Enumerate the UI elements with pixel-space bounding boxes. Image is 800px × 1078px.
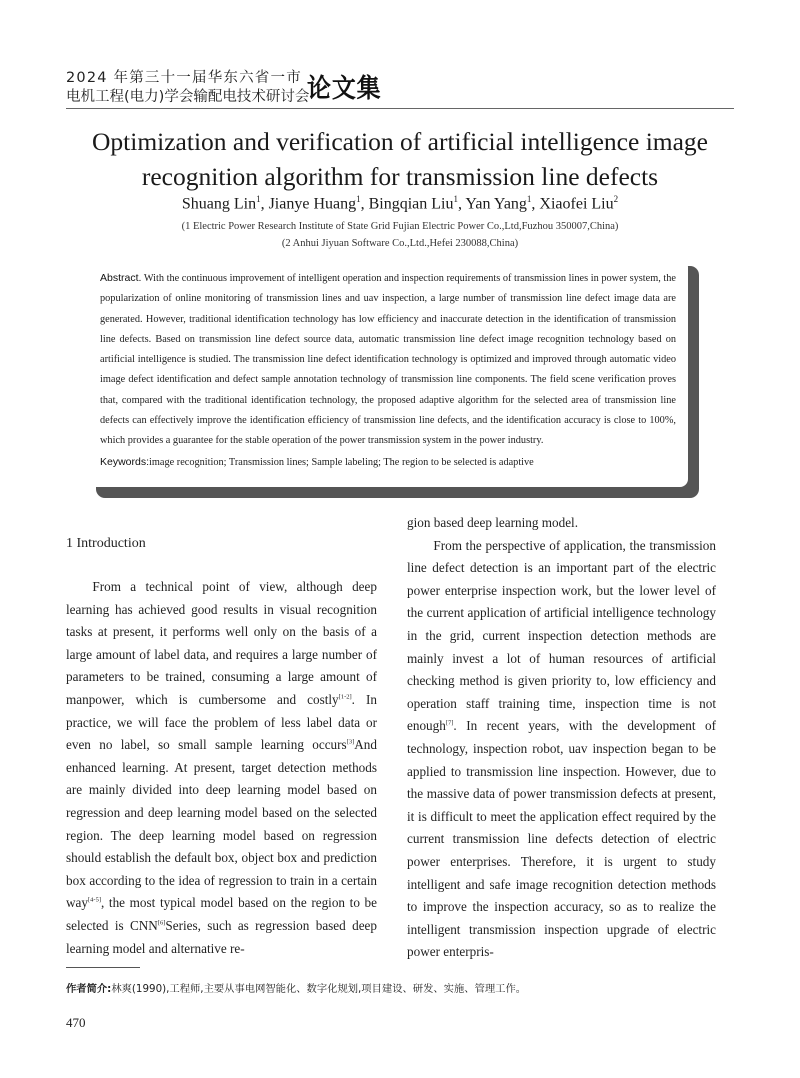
affiliation-2: (2 Anhui Jiyuan Software Co.,Ltd.,Hefei 230088,China) <box>281 238 519 249</box>
abstract-box <box>88 259 688 487</box>
abstract-label: Abstract. <box>100 272 142 284</box>
header-divider <box>66 108 734 109</box>
paragraph-text: , the most typical model based on the region to be selected is CNN <box>66 895 377 933</box>
running-header <box>66 66 734 108</box>
keywords-text: image recognition; Transmission lines; Sample labeling; The region to be selected is adaptive <box>149 456 534 468</box>
body-paragraph-continuation: gion based deep learning model. <box>407 515 579 530</box>
citation-marker: [3] <box>346 738 355 746</box>
paragraph-text: . In recent years, with the development of technology, inspection robot, uav inspection began to be applied to transmission line inspection. However, due to the massive data of power transmission defects at present, it is difficult to meet the application effect required by the current transmission line defects detection of electric power enterprises. Therefore, it is urgent to study intelligent and safe image recognition detection methods to improve the inspection accuracy, so as to realize the intelligent transmission inspection upgrade of electric power enterpris- <box>407 718 716 960</box>
footnote-text: 林爽(1990),工程师,主要从事电网智能化、数字化规划,项目建设、研发、实施、管理工作。 <box>111 983 527 995</box>
paragraph-text: From a technical point of view, although deep learning has achieved good results in visual recognition tasks at present, it performs well only on the basis of a large amount of label data, and requires a large number of parameters to be trained, consuming a large amount of manpower, which is cumbersome and costly <box>66 579 377 707</box>
author-name: Jianye Huang <box>268 195 357 213</box>
author-name: Bingqian Liu <box>368 195 454 213</box>
body-paragraph <box>407 535 716 964</box>
affiliation-1: (1 Electric Power Research Institute of State Grid Fujian Electric Power Co.,Ltd,Fuzhou 350007,China) <box>181 221 619 232</box>
citation-marker: [6] <box>157 919 166 927</box>
paragraph-text: And enhanced learning. At present, target detection methods are mainly divided into deep learning model based on regression and deep learning model based on the selected region. The deep learning model based on regression should establish the default box, object box and prediction box according to the idea of regression to train in a certain way <box>66 737 377 911</box>
author-name: Yan Yang <box>465 195 527 213</box>
author-name: Shuang Lin <box>181 195 257 213</box>
footnote-divider <box>66 967 140 968</box>
paper-title-line2: recognition algorithm for transmission line defects <box>141 162 659 191</box>
right-column <box>407 512 716 964</box>
keywords-label: Keywords: <box>100 455 150 468</box>
left-column <box>66 536 377 960</box>
abstract-text: With the continuous improvement of intelligent operation and inspection requirements of transmission lines in power system, the popularization of online monitoring of transmission lines and uav inspection, a large number of transmission line defect image data are generated. However, traditional identification technology has low efficiency and inaccurate detection in the identification of transmission line defects. Based on transmission line defect source data, automatic transmission line defect image recognition technology based on artificial intelligence is studied. The transmission line defect identification technology is optimized and improved through automatic video image defect identification and defect sample annotation technology of transmission line components. The field scene verification proves that, compared with the traditional identification technology, the proposed adaptive algorithm for the selected area of transmission line defects can effectively improve the identification efficiency of transmission line defects, and the identification accuracy is close to 100%, which provides a guarantee for the stable operation of the power transmission system in the power industry. <box>100 273 676 447</box>
citation-marker: [7] <box>445 719 454 727</box>
author-affiliation-mark: 1 <box>356 194 361 204</box>
author-affiliation-mark: 2 <box>613 194 619 204</box>
author-affiliation-mark: 1 <box>526 194 532 204</box>
paragraph-text: From the perspective of application, the transmission line defect detection is an important part of the electric power enterprise inspection work, but the lower level of the current application of artificial intelligence technology in the grid, current inspection detection methods are mainly invest a lot of human resources of artificial checking method is given priority to, low efficiency and operation staff training time, inspection time is not enough <box>407 537 716 734</box>
header-conference-line2: 电机工程(电力)学会输配电技术研讨会 <box>66 89 310 105</box>
author-affiliation-mark: 1 <box>453 194 458 204</box>
paragraph-text: Series, such as regression based deep learning model and alternative re- <box>66 917 377 956</box>
header-conference-line1: 2024 年第三十一届华东六省一市 <box>66 70 302 86</box>
section-heading-introduction: 1 Introduction <box>66 536 146 551</box>
page-number: 470 <box>66 1015 86 1030</box>
author-affiliation-mark: 1 <box>256 194 261 204</box>
footnote-label: 作者简介: <box>66 983 112 995</box>
header-proceedings-mark: 论文集 <box>307 74 382 104</box>
author-list: Shuang Lin$^1$, Jianye Huang$^1$, Bingqian Liu$^1$, Yan Yang$^1$, Xiaofei Liu$^2$ <box>181 194 619 213</box>
citation-marker: [1-2] <box>338 693 352 701</box>
paper-title-line1: Optimization and verification of artificial intelligence image <box>91 127 708 156</box>
citation-marker: [4-5] <box>87 896 101 904</box>
keywords-line <box>100 452 676 473</box>
author-footnote <box>66 980 746 995</box>
author-name: Xiaofei Liu <box>539 195 614 213</box>
abstract-paragraph <box>100 268 676 452</box>
body-paragraph <box>66 576 377 960</box>
paragraph-text: . In practice, we will face the problem of less label data or even no label, so small sample learning occurs <box>66 691 377 753</box>
